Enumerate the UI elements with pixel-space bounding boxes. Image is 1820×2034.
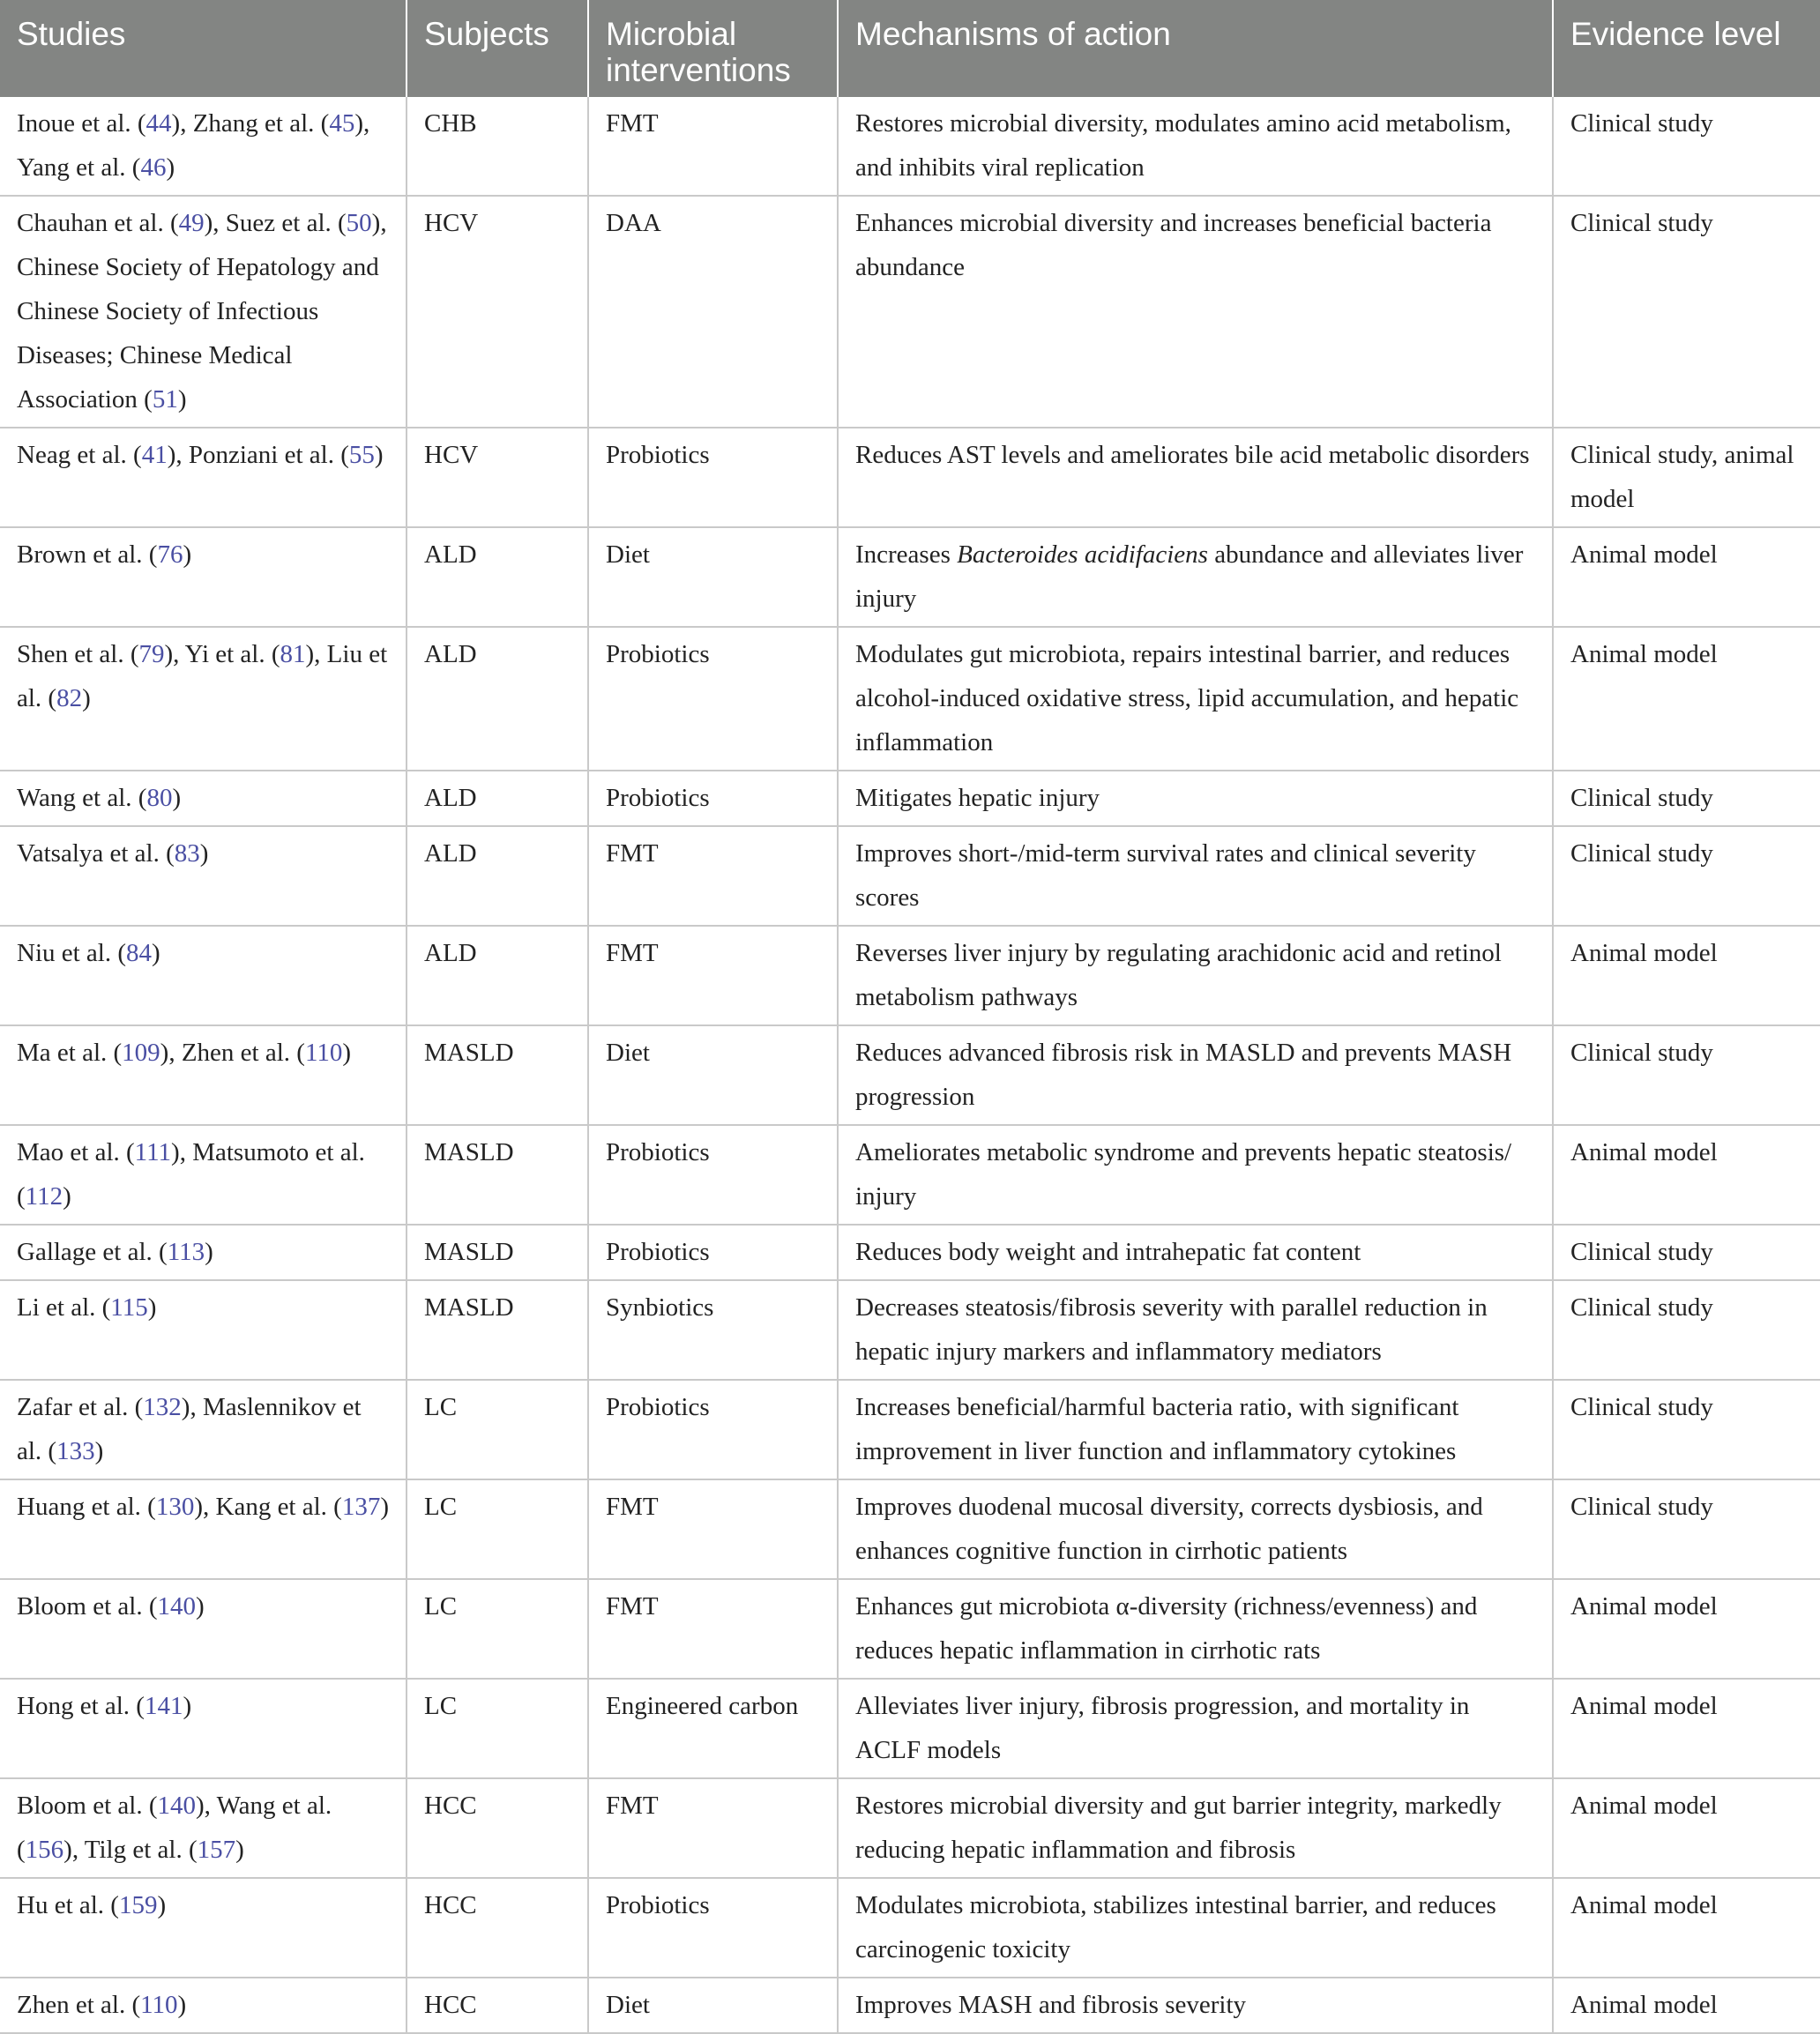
cell-text: Reduces advanced fibrosis risk in MASLD and prevents MASH progression <box>855 1039 1512 1111</box>
reference-link[interactable]: 55 <box>348 441 375 469</box>
cell-text: Zafar et al. ( <box>17 1393 144 1421</box>
header-subjects: Subjects <box>407 0 588 97</box>
subjects-cell: HCC <box>407 1778 588 1878</box>
studies-cell <box>0 1380 407 1479</box>
table-row <box>0 1025 1820 1125</box>
cell-text: ), Matsumoto et al. ( <box>17 1138 365 1211</box>
mechanism-cell <box>838 428 1553 527</box>
studies-cell <box>0 1280 407 1380</box>
table-row <box>0 1280 1820 1380</box>
studies-cell <box>0 428 407 527</box>
mechanism-cell <box>838 1679 1553 1778</box>
reference-link[interactable]: 46 <box>140 153 167 182</box>
cell-text: ) <box>157 1891 167 1919</box>
evidence-cell: Animal model <box>1553 1679 1820 1778</box>
evidence-cell: Clinical study <box>1553 1380 1820 1479</box>
reference-link[interactable]: 80 <box>146 784 173 812</box>
table-row <box>0 527 1820 627</box>
evidence-cell: Animal model <box>1553 926 1820 1025</box>
table-row <box>0 627 1820 771</box>
cell-text: Decreases steatosis/fibrosis severity with parallel reduction in hepatic injury markers and inflammatory mediators <box>855 1293 1488 1366</box>
reference-link[interactable]: 157 <box>197 1836 236 1864</box>
cell-text: ) <box>183 1692 192 1720</box>
intervention-cell: Probiotics <box>588 428 838 527</box>
subjects-cell: CHB <box>407 97 588 196</box>
mechanism-cell <box>838 1978 1553 2033</box>
table-row <box>0 1878 1820 1978</box>
intervention-cell: Probiotics <box>588 1380 838 1479</box>
reference-link[interactable]: 132 <box>143 1393 182 1421</box>
cell-text: Restores microbial diversity, modulates amino acid metabolism, and inhibits viral replication <box>855 109 1511 182</box>
cell-text: ), Wang et al. ( <box>17 1792 332 1864</box>
cell-text: ) <box>342 1039 352 1067</box>
header-microbial-interventions: Microbial interventions <box>588 0 838 97</box>
evidence-cell: Animal model <box>1553 1978 1820 2033</box>
cell-text: Inoue et al. ( <box>17 109 146 138</box>
table-row <box>0 826 1820 926</box>
cell-text: Bloom et al. ( <box>17 1792 158 1820</box>
table-row <box>0 1978 1820 2033</box>
reference-link[interactable]: 76 <box>157 540 183 569</box>
cell-text: ), Zhen et al. ( <box>160 1039 305 1067</box>
evidence-cell: Clinical study <box>1553 1280 1820 1380</box>
studies-cell <box>0 826 407 926</box>
cell-text: ), Yi et al. ( <box>164 640 280 668</box>
studies-cell <box>0 926 407 1025</box>
table-row <box>0 1778 1820 1878</box>
subjects-cell: MASLD <box>407 1025 588 1125</box>
reference-link[interactable]: 113 <box>167 1238 205 1266</box>
cell-text: Restores microbial diversity and gut barrier integrity, markedly reducing hepatic inflammation and fibrosis <box>855 1792 1502 1864</box>
cell-text: Li et al. ( <box>17 1293 111 1322</box>
header-evidence-level: Evidence level <box>1553 0 1820 97</box>
intervention-cell: DAA <box>588 196 838 428</box>
cell-text: ) <box>82 684 91 712</box>
cell-text: Wang et al. ( <box>17 784 147 812</box>
intervention-cell: FMT <box>588 1778 838 1878</box>
subjects-cell: LC <box>407 1380 588 1479</box>
cell-text: ), Yang et al. ( <box>17 109 370 182</box>
studies-cell <box>0 1479 407 1579</box>
cell-text: Improves short-/mid-term survival rates and clinical severity scores <box>855 839 1476 912</box>
table-row <box>0 196 1820 428</box>
cell-text: ) <box>94 1437 104 1465</box>
studies-cell <box>0 527 407 627</box>
subjects-cell: ALD <box>407 527 588 627</box>
cell-text: ) <box>183 540 192 569</box>
studies-cell <box>0 1778 407 1878</box>
cell-text: Mitigates hepatic injury <box>855 784 1100 812</box>
subjects-cell: LC <box>407 1679 588 1778</box>
cell-text: Modulates microbiota, stabilizes intestinal barrier, and reduces carcinogenic toxicity <box>855 1891 1496 1963</box>
subjects-cell: ALD <box>407 627 588 771</box>
table-body <box>0 97 1820 2033</box>
intervention-cell: Probiotics <box>588 1878 838 1978</box>
subjects-cell: ALD <box>407 926 588 1025</box>
reference-link[interactable]: 79 <box>138 640 165 668</box>
cell-text: Chauhan et al. ( <box>17 209 179 237</box>
evidence-cell: Clinical study <box>1553 196 1820 428</box>
studies-cell <box>0 97 407 196</box>
cell-text: Improves MASH and fibrosis severity <box>855 1991 1247 2019</box>
reference-link[interactable]: 83 <box>174 839 200 868</box>
cell-text: ) <box>195 1592 205 1620</box>
cell-text: ), Liu et al. ( <box>17 640 388 712</box>
reference-link[interactable]: 41 <box>141 441 168 469</box>
intervention-cell: Probiotics <box>588 1125 838 1225</box>
mechanism-cell <box>838 1225 1553 1280</box>
subjects-cell: HCC <box>407 1978 588 2033</box>
cell-text: ) <box>152 939 160 967</box>
reference-link[interactable]: 44 <box>145 109 172 138</box>
cell-text: Ma et al. ( <box>17 1039 123 1067</box>
mechanism-cell <box>838 1025 1553 1125</box>
mechanism-cell <box>838 1380 1553 1479</box>
cell-text: Increases beneficial/harmful bacteria ratio, with significant improvement in liver function and inflammatory cytokines <box>855 1393 1459 1465</box>
mechanism-cell <box>838 1479 1553 1579</box>
studies-cell <box>0 1978 407 2033</box>
header-mechanisms-of-action: Mechanisms of action <box>838 0 1553 97</box>
intervention-cell: Synbiotics <box>588 1280 838 1380</box>
intervention-cell: Diet <box>588 1978 838 2033</box>
reference-link[interactable]: 84 <box>126 939 153 967</box>
cell-text: ) <box>374 441 384 469</box>
mechanism-cell <box>838 1778 1553 1878</box>
intervention-cell: FMT <box>588 1579 838 1679</box>
reference-link[interactable]: 130 <box>155 1493 195 1521</box>
cell-text: ), Maslennikov et al. ( <box>17 1393 362 1465</box>
cell-text: Reduces body weight and intrahepatic fat content <box>855 1238 1361 1266</box>
reference-link[interactable]: 141 <box>144 1692 183 1720</box>
evidence-cell: Animal model <box>1553 1778 1820 1878</box>
cell-text: Enhances gut microbiota α-diversity (richness/evenness) and reduces hepatic inflammation in cirrhotic rats <box>855 1592 1478 1665</box>
header-studies: Studies <box>0 0 407 97</box>
studies-cell <box>0 1225 407 1280</box>
cell-text: ), Ponziani et al. ( <box>167 441 349 469</box>
table-row <box>0 771 1820 826</box>
intervention-cell: Engineered carbon <box>588 1679 838 1778</box>
cell-text: ) <box>177 1991 187 2019</box>
table-row <box>0 1225 1820 1280</box>
reference-link[interactable]: 137 <box>341 1493 381 1521</box>
cell-text: ), Suez et al. ( <box>204 209 347 237</box>
cell-text: Ameliorates metabolic syndrome and prevents hepatic steatosis/ injury <box>855 1138 1512 1211</box>
mechanism-cell <box>838 1280 1553 1380</box>
evidence-cell: Clinical study <box>1553 826 1820 926</box>
reference-link[interactable]: 110 <box>304 1039 343 1067</box>
evidence-cell: Animal model <box>1553 1579 1820 1679</box>
subjects-cell: MASLD <box>407 1125 588 1225</box>
intervention-cell: Probiotics <box>588 1225 838 1280</box>
intervention-cell: Diet <box>588 1025 838 1125</box>
evidence-cell: Clinical study <box>1553 97 1820 196</box>
table-row <box>0 926 1820 1025</box>
reference-link[interactable]: 82 <box>56 684 83 712</box>
subjects-cell: MASLD <box>407 1280 588 1380</box>
cell-text: ) <box>199 839 209 868</box>
table-row <box>0 1479 1820 1579</box>
mechanism-cell <box>838 1878 1553 1978</box>
cell-text: Hu et al. ( <box>17 1891 119 1919</box>
intervention-cell: Probiotics <box>588 771 838 826</box>
evidence-cell: Clinical study, animal model <box>1553 428 1820 527</box>
subjects-cell: HCC <box>407 1878 588 1978</box>
evidence-cell: Animal model <box>1553 527 1820 627</box>
mechanism-cell <box>838 627 1553 771</box>
subjects-cell: LC <box>407 1479 588 1579</box>
studies-cell <box>0 1025 407 1125</box>
reference-link[interactable]: 50 <box>346 209 372 237</box>
evidence-cell: Clinical study <box>1553 771 1820 826</box>
intervention-cell: FMT <box>588 1479 838 1579</box>
reference-link[interactable]: 45 <box>329 109 355 138</box>
cell-text: ) <box>235 1836 244 1864</box>
reference-link[interactable]: 133 <box>56 1437 95 1465</box>
cell-text: Reduces AST levels and ameliorates bile acid metabolic disorders <box>855 441 1530 469</box>
header-row <box>0 0 1820 97</box>
studies-cell <box>0 1878 407 1978</box>
mechanism-cell <box>838 97 1553 196</box>
cell-text: ) <box>166 153 175 182</box>
subjects-cell: MASLD <box>407 1225 588 1280</box>
reference-link[interactable]: 112 <box>25 1182 63 1211</box>
cell-text: Neag et al. ( <box>17 441 142 469</box>
cell-text: ) <box>147 1293 157 1322</box>
cell-text: Brown et al. ( <box>17 540 158 569</box>
mechanism-cell <box>838 826 1553 926</box>
reference-link[interactable]: 110 <box>140 1991 178 2019</box>
cell-text: Niu et al. ( <box>17 939 127 967</box>
cell-text: Bloom et al. ( <box>17 1592 158 1620</box>
reference-link[interactable]: 140 <box>157 1792 196 1820</box>
intervention-cell: FMT <box>588 97 838 196</box>
mechanism-cell <box>838 926 1553 1025</box>
subjects-cell: HCV <box>407 428 588 527</box>
table-row <box>0 428 1820 527</box>
cell-text: Vatsalya et al. ( <box>17 839 175 868</box>
mechanism-cell <box>838 1579 1553 1679</box>
table-row <box>0 1579 1820 1679</box>
studies-cell <box>0 627 407 771</box>
cell-text: Mao et al. ( <box>17 1138 135 1166</box>
table-row <box>0 1380 1820 1479</box>
subjects-cell: ALD <box>407 771 588 826</box>
cell-text: ), Zhang et al. ( <box>171 109 330 138</box>
cell-text: ), Tilg et al. ( <box>63 1836 198 1864</box>
evidence-cell: Animal model <box>1553 627 1820 771</box>
studies-cell <box>0 771 407 826</box>
cell-text: Modulates gut microbiota, repairs intestinal barrier, and reduces alcohol-induced oxidative stress, lipid accumulation, and hepatic inflammation <box>855 640 1519 756</box>
mechanism-cell <box>838 1125 1553 1225</box>
table-row <box>0 1679 1820 1778</box>
intervention-cell: Probiotics <box>588 627 838 771</box>
italic-text: Bacteroides acidifaciens <box>957 540 1208 569</box>
cell-text: Increases <box>855 540 958 569</box>
cell-text: Alleviates liver injury, fibrosis progression, and mortality in ACLF models <box>855 1692 1470 1764</box>
reference-link[interactable]: 111 <box>134 1138 172 1166</box>
mechanism-cell <box>838 771 1553 826</box>
reference-link[interactable]: 159 <box>118 1891 158 1919</box>
studies-cell <box>0 1125 407 1225</box>
evidence-cell: Clinical study <box>1553 1025 1820 1125</box>
reference-link[interactable]: 109 <box>122 1039 160 1067</box>
cell-text: ) <box>172 784 182 812</box>
intervention-cell: FMT <box>588 826 838 926</box>
subjects-cell: HCV <box>407 196 588 428</box>
mechanism-cell <box>838 196 1553 428</box>
reference-link[interactable]: 156 <box>25 1836 64 1864</box>
evidence-cell: Clinical study <box>1553 1479 1820 1579</box>
cell-text: Huang et al. ( <box>17 1493 156 1521</box>
reference-link[interactable]: 115 <box>110 1293 148 1322</box>
studies-cell <box>0 1679 407 1778</box>
cell-text: Shen et al. ( <box>17 640 139 668</box>
intervention-cell: Diet <box>588 527 838 627</box>
reference-link[interactable]: 140 <box>157 1592 196 1620</box>
evidence-cell: Clinical study <box>1553 1225 1820 1280</box>
reference-link[interactable]: 49 <box>178 209 205 237</box>
cell-text: Gallage et al. ( <box>17 1238 168 1266</box>
cell-text: Zhen et al. ( <box>17 1991 141 2019</box>
cell-text: ) <box>63 1182 71 1211</box>
studies-cell <box>0 196 407 428</box>
cell-text: abundance and alleviates liver injury <box>855 540 1524 613</box>
cell-text: ) <box>205 1238 213 1266</box>
intervention-cell: FMT <box>588 926 838 1025</box>
cell-text: ) <box>380 1493 390 1521</box>
evidence-cell: Animal model <box>1553 1125 1820 1225</box>
reference-link[interactable]: 51 <box>152 385 178 414</box>
subjects-cell: ALD <box>407 826 588 926</box>
studies-cell <box>0 1579 407 1679</box>
reference-link[interactable]: 81 <box>280 640 306 668</box>
table-row <box>0 1125 1820 1225</box>
cell-text: Hong et al. ( <box>17 1692 145 1720</box>
cell-text: Reverses liver injury by regulating arachidonic acid and retinol metabolism pathways <box>855 939 1502 1011</box>
subjects-cell: LC <box>407 1579 588 1679</box>
cell-text: ) <box>177 385 187 414</box>
cell-text: ), Kang et al. ( <box>194 1493 342 1521</box>
cell-text: Enhances microbial diversity and increases beneficial bacteria abundance <box>855 209 1492 281</box>
mechanism-cell <box>838 527 1553 627</box>
cell-text: ), Chinese Society of Hepatology and Chinese Society of Infectious Diseases; Chinese Medical Association ( <box>17 209 387 414</box>
table-row <box>0 97 1820 196</box>
evidence-cell: Animal model <box>1553 1878 1820 1978</box>
cell-text: Improves duodenal mucosal diversity, corrects dysbiosis, and enhances cognitive function in cirrhotic patients <box>855 1493 1483 1565</box>
